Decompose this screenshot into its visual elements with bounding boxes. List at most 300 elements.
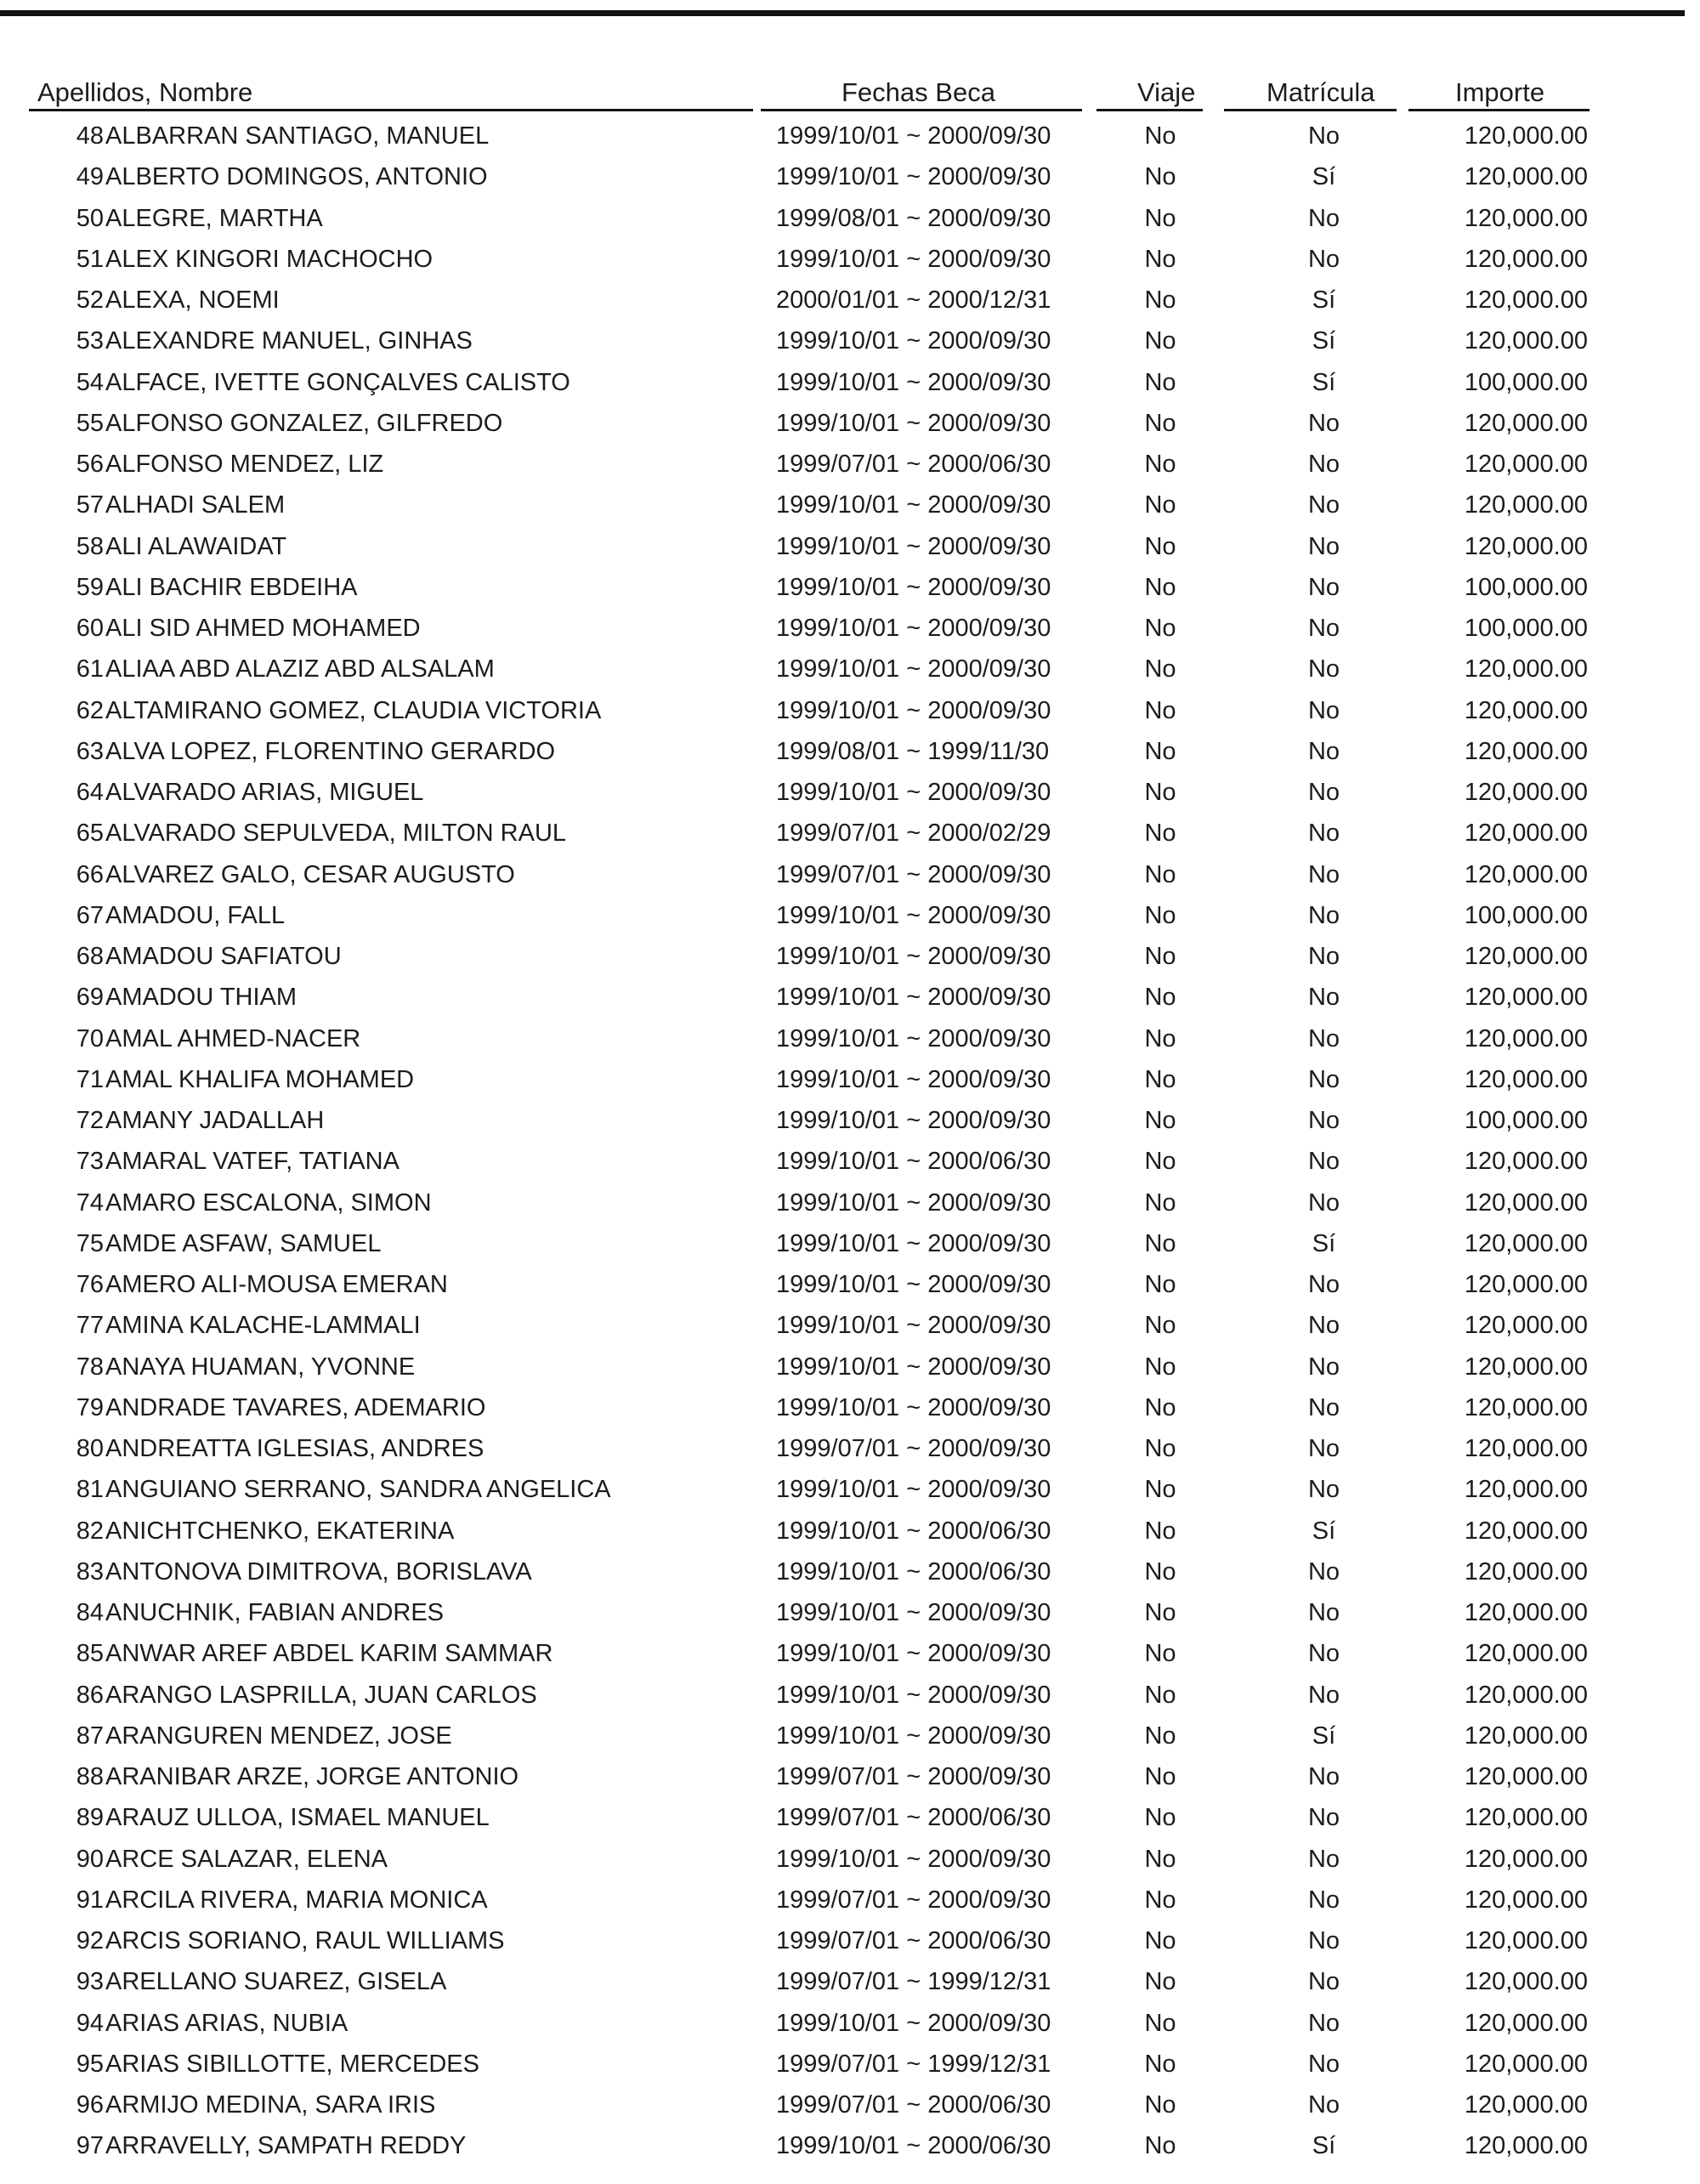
- importe-value: 120,000.00: [1464, 2132, 1588, 2160]
- importe-value: 120,000.00: [1464, 820, 1588, 848]
- importe-value: 120,000.00: [1464, 696, 1588, 724]
- scholarship-dates: 1999/07/01 ~ 2000/02/29: [776, 820, 1051, 848]
- recipient-name: AMARO ESCALONA, SIMON: [105, 1188, 432, 1217]
- row-number: 90: [76, 1845, 104, 1873]
- recipient-name: ARANGO LASPRILLA, JUAN CARLOS: [105, 1681, 537, 1709]
- importe-value: 120,000.00: [1464, 2091, 1588, 2119]
- scholarship-dates: 1999/10/01 ~ 2000/09/30: [776, 327, 1051, 355]
- table-row: [0, 938, 1700, 975]
- recipient-name: AMADOU, FALL: [105, 901, 286, 929]
- scholarship-dates: 1999/10/01 ~ 2000/06/30: [776, 2132, 1051, 2160]
- importe-value: 120,000.00: [1464, 122, 1588, 150]
- scholarship-dates: 1999/10/01 ~ 2000/09/30: [776, 368, 1051, 396]
- viaje-value: No: [1144, 1640, 1176, 1668]
- table-row: [0, 1430, 1700, 1467]
- scholarship-dates: 1999/10/01 ~ 2000/09/30: [776, 2009, 1051, 2037]
- table-row: [0, 1963, 1700, 2000]
- importe-value: 120,000.00: [1464, 1804, 1588, 1832]
- recipient-name: ARCE SALAZAR, ELENA: [105, 1845, 388, 1873]
- importe-value: 120,000.00: [1464, 1393, 1588, 1421]
- recipient-name: ALFONSO GONZALEZ, GILFREDO: [105, 409, 503, 437]
- matricula-value: No: [1307, 2050, 1340, 2078]
- row-number: 84: [76, 1599, 104, 1626]
- scholarship-dates: 1999/10/01 ~ 2000/09/30: [776, 409, 1051, 437]
- recipient-name: ARMIJO MEDINA, SARA IRIS: [105, 2091, 436, 2119]
- scholarship-dates: 1999/10/01 ~ 2000/09/30: [776, 1312, 1051, 1340]
- matricula-value: Sí: [1312, 163, 1336, 191]
- importe-value: 120,000.00: [1464, 1435, 1588, 1462]
- recipient-name: ANUCHNIK, FABIAN ANDRES: [105, 1599, 445, 1626]
- viaje-value: No: [1144, 1476, 1176, 1504]
- importe-value: 120,000.00: [1464, 1968, 1588, 1996]
- row-number: 51: [76, 245, 104, 273]
- scholarship-dates: 1999/07/01 ~ 1999/12/31: [776, 1968, 1051, 1996]
- recipient-name: ARANGUREN MENDEZ, JOSE: [105, 1722, 452, 1750]
- recipient-name: AMANY JADALLAH: [105, 1107, 325, 1134]
- recipient-name: ALVAREZ GALO, CESAR AUGUSTO: [105, 860, 515, 888]
- viaje-value: No: [1144, 1065, 1176, 1093]
- table-row: [0, 1758, 1700, 1795]
- viaje-value: No: [1144, 1188, 1176, 1217]
- row-number: 86: [76, 1681, 104, 1709]
- table-row: [0, 322, 1700, 360]
- viaje-value: No: [1144, 532, 1176, 560]
- recipient-name: ALVARADO SEPULVEDA, MILTON RAUL: [105, 820, 567, 848]
- header-underline-matricula: [1224, 109, 1397, 111]
- table-row: [0, 1635, 1700, 1672]
- recipient-name: AMADOU SAFIATOU: [105, 943, 342, 970]
- row-number: 95: [76, 2050, 104, 2078]
- recipient-name: ALEXANDRE MANUEL, GINHAS: [105, 327, 473, 355]
- scholarship-dates: 1999/07/01 ~ 2000/06/30: [776, 451, 1051, 478]
- table-row: [0, 1061, 1700, 1098]
- recipient-name: ALI BACHIR EBDEIHA: [105, 573, 358, 601]
- matricula-value: No: [1307, 1107, 1340, 1134]
- row-number: 87: [76, 1722, 104, 1750]
- matricula-value: No: [1307, 1065, 1340, 1093]
- scholarship-dates: 1999/10/01 ~ 2000/09/30: [776, 245, 1051, 273]
- row-number: 62: [76, 696, 104, 724]
- recipient-name: AMDE ASFAW, SAMUEL: [105, 1229, 382, 1257]
- matricula-value: No: [1307, 1927, 1340, 1954]
- viaje-value: No: [1144, 451, 1176, 478]
- matricula-value: No: [1307, 1640, 1340, 1668]
- recipient-name: ARAUZ ULLOA, ISMAEL MANUEL: [105, 1804, 490, 1832]
- importe-value: 120,000.00: [1464, 2009, 1588, 2037]
- table-row: [0, 1799, 1700, 1836]
- table-row: [0, 2045, 1700, 2083]
- scholarship-dates: 1999/10/01 ~ 2000/09/30: [776, 122, 1051, 150]
- viaje-value: No: [1144, 491, 1176, 519]
- row-number: 59: [76, 573, 104, 601]
- recipient-name: AMAL AHMED-NACER: [105, 1024, 361, 1052]
- table-row: [0, 897, 1700, 934]
- row-number: 78: [76, 1353, 104, 1381]
- importe-value: 120,000.00: [1464, 860, 1588, 888]
- recipient-name: ARIAS SIBILLOTTE, MERCEDES: [105, 2050, 479, 2078]
- table-row: [0, 1184, 1700, 1222]
- scholarship-dates: 1999/10/01 ~ 2000/09/30: [776, 1271, 1051, 1298]
- table-row: [0, 528, 1700, 565]
- scholarship-dates: 1999/07/01 ~ 2000/09/30: [776, 860, 1051, 888]
- scholarship-dates: 1999/10/01 ~ 2000/09/30: [776, 1845, 1051, 1873]
- importe-value: 120,000.00: [1464, 1599, 1588, 1626]
- row-number: 83: [76, 1557, 104, 1586]
- recipient-name: ALFONSO MENDEZ, LIZ: [105, 451, 384, 478]
- row-number: 60: [76, 615, 104, 642]
- importe-value: 120,000.00: [1464, 779, 1588, 806]
- importe-value: 120,000.00: [1464, 1557, 1588, 1586]
- matricula-value: No: [1307, 943, 1340, 970]
- viaje-value: No: [1144, 1312, 1176, 1340]
- recipient-name: ALFACE, IVETTE GONÇALVES CALISTO: [105, 368, 570, 396]
- viaje-value: No: [1144, 820, 1176, 848]
- viaje-value: No: [1144, 245, 1176, 273]
- scholarship-dates: 1999/08/01 ~ 1999/11/30: [776, 737, 1050, 765]
- matricula-value: Sí: [1312, 1722, 1336, 1750]
- matricula-value: No: [1307, 1476, 1340, 1504]
- scholarship-dates: 1999/10/01 ~ 2000/09/30: [776, 1024, 1051, 1052]
- importe-value: 100,000.00: [1464, 573, 1588, 601]
- header-matricula: Matrícula: [1266, 77, 1375, 107]
- recipient-name: ALIAA ABD ALAZIZ ABD ALSALAM: [105, 655, 495, 684]
- importe-value: 120,000.00: [1464, 2050, 1588, 2078]
- row-number: 58: [76, 532, 104, 560]
- recipient-name: ANICHTCHENKO, EKATERINA: [105, 1517, 455, 1545]
- viaje-value: No: [1144, 2009, 1176, 2037]
- table-row: [0, 814, 1700, 852]
- scholarship-dates: 1999/10/01 ~ 2000/09/30: [776, 779, 1051, 806]
- matricula-value: No: [1307, 1886, 1340, 1914]
- row-number: 70: [76, 1024, 104, 1052]
- row-number: 48: [76, 122, 104, 150]
- matricula-value: No: [1307, 1763, 1340, 1790]
- viaje-value: No: [1144, 163, 1176, 191]
- table-row: [0, 117, 1700, 155]
- scholarship-dates: 1999/10/01 ~ 2000/09/30: [776, 1681, 1051, 1709]
- row-number: 96: [76, 2091, 104, 2119]
- row-number: 82: [76, 1517, 104, 1545]
- table-row: [0, 2086, 1700, 2124]
- scholarship-dates: 1999/07/01 ~ 2000/06/30: [776, 1927, 1051, 1954]
- recipient-name: ALVA LOPEZ, FLORENTINO GERARDO: [105, 737, 556, 765]
- viaje-value: No: [1144, 1517, 1176, 1545]
- matricula-value: No: [1307, 1599, 1340, 1626]
- scholarship-dates: 1999/10/01 ~ 2000/09/30: [776, 1229, 1051, 1257]
- matricula-value: No: [1307, 737, 1340, 765]
- recipient-name: ALI SID AHMED MOHAMED: [105, 615, 421, 642]
- matricula-value: No: [1307, 1845, 1340, 1873]
- viaje-value: No: [1144, 860, 1176, 888]
- table-row: [0, 1348, 1700, 1386]
- scholarship-dates: 1999/10/01 ~ 2000/09/30: [776, 1065, 1051, 1093]
- recipient-name: ARCILA RIVERA, MARIA MONICA: [105, 1886, 488, 1914]
- header-underline-viaje: [1096, 109, 1203, 111]
- row-number: 76: [76, 1271, 104, 1298]
- row-number: 56: [76, 451, 104, 478]
- matricula-value: No: [1307, 245, 1340, 273]
- header-underline-name: [29, 109, 753, 111]
- row-number: 61: [76, 655, 104, 684]
- importe-value: 120,000.00: [1464, 1476, 1588, 1504]
- scholarship-dates: 1999/07/01 ~ 1999/12/31: [776, 2050, 1051, 2078]
- matricula-value: No: [1307, 1024, 1340, 1052]
- importe-value: 120,000.00: [1464, 1722, 1588, 1750]
- row-number: 57: [76, 491, 104, 519]
- row-number: 50: [76, 204, 104, 232]
- scholarship-dates: 1999/10/01 ~ 2000/09/30: [776, 1188, 1051, 1217]
- importe-value: 120,000.00: [1464, 204, 1588, 232]
- row-number: 75: [76, 1229, 104, 1257]
- row-number: 63: [76, 737, 104, 765]
- importe-value: 100,000.00: [1464, 1107, 1588, 1134]
- row-number: 88: [76, 1763, 104, 1790]
- row-number: 92: [76, 1927, 104, 1954]
- importe-value: 120,000.00: [1464, 1763, 1588, 1790]
- table-row: [0, 1594, 1700, 1631]
- table-row: [0, 1020, 1700, 1058]
- matricula-value: No: [1307, 491, 1340, 519]
- matricula-value: Sí: [1312, 327, 1336, 355]
- recipient-name: AMERO ALI-MOUSA EMERAN: [105, 1271, 448, 1298]
- importe-value: 120,000.00: [1464, 245, 1588, 273]
- row-number: 64: [76, 779, 104, 806]
- recipient-name: AMAL KHALIFA MOHAMED: [105, 1065, 415, 1093]
- matricula-value: No: [1307, 122, 1340, 150]
- table-row: [0, 405, 1700, 442]
- recipient-name: ARIAS ARIAS, NUBIA: [105, 2009, 348, 2037]
- recipient-name: AMARAL VATEF, TATIANA: [105, 1148, 400, 1176]
- matricula-value: No: [1307, 696, 1340, 724]
- viaje-value: No: [1144, 1681, 1176, 1709]
- importe-value: 100,000.00: [1464, 615, 1588, 642]
- viaje-value: No: [1144, 1024, 1176, 1052]
- matricula-value: No: [1307, 451, 1340, 478]
- table-row: [0, 364, 1700, 401]
- matricula-value: No: [1307, 204, 1340, 232]
- header-underline-importe: [1408, 109, 1590, 111]
- importe-value: 120,000.00: [1464, 1271, 1588, 1298]
- matricula-value: No: [1307, 1557, 1340, 1586]
- matricula-value: No: [1307, 860, 1340, 888]
- importe-value: 120,000.00: [1464, 1312, 1588, 1340]
- table-row: [0, 856, 1700, 893]
- viaje-value: No: [1144, 1886, 1176, 1914]
- scholarship-dates: 1999/10/01 ~ 2000/06/30: [776, 1557, 1051, 1586]
- importe-value: 120,000.00: [1464, 409, 1588, 437]
- viaje-value: No: [1144, 409, 1176, 437]
- header-name: Apellidos, Nombre: [37, 77, 253, 107]
- scholarship-dates: 1999/10/01 ~ 2000/09/30: [776, 1722, 1051, 1750]
- viaje-value: No: [1144, 1393, 1176, 1421]
- scholarship-dates: 1999/10/01 ~ 2000/09/30: [776, 943, 1051, 970]
- viaje-value: No: [1144, 1968, 1176, 1996]
- row-number: 68: [76, 943, 104, 970]
- recipient-name: ANDREATTA IGLESIAS, ANDRES: [105, 1435, 484, 1462]
- viaje-value: No: [1144, 1271, 1176, 1298]
- table-row: [0, 1102, 1700, 1139]
- row-number: 52: [76, 286, 104, 314]
- row-number: 53: [76, 327, 104, 355]
- viaje-value: No: [1144, 1927, 1176, 1954]
- scholarship-dates: 1999/10/01 ~ 2000/09/30: [776, 615, 1051, 642]
- scholarship-dates: 1999/10/01 ~ 2000/09/30: [776, 1393, 1051, 1421]
- scholarship-dates: 1999/07/01 ~ 2000/09/30: [776, 1886, 1051, 1914]
- recipient-name: ALHADI SALEM: [105, 491, 286, 519]
- recipient-name: ALI ALAWAIDAT: [105, 532, 287, 560]
- scholarship-dates: 1999/07/01 ~ 2000/09/30: [776, 1763, 1051, 1790]
- recipient-name: AMADOU THIAM: [105, 984, 298, 1012]
- scholarship-dates: 1999/10/01 ~ 2000/09/30: [776, 655, 1051, 684]
- row-number: 97: [76, 2132, 104, 2160]
- header-underline-dates: [761, 109, 1082, 111]
- viaje-value: No: [1144, 1557, 1176, 1586]
- scholarship-dates: 1999/10/01 ~ 2000/09/30: [776, 984, 1051, 1012]
- top-rule: [0, 10, 1685, 16]
- row-number: 85: [76, 1640, 104, 1668]
- importe-value: 120,000.00: [1464, 532, 1588, 560]
- viaje-value: No: [1144, 1804, 1176, 1832]
- viaje-value: No: [1144, 943, 1176, 970]
- table-row: [0, 733, 1700, 770]
- matricula-value: Sí: [1312, 286, 1336, 314]
- matricula-value: Sí: [1312, 368, 1336, 396]
- matricula-value: No: [1307, 1312, 1340, 1340]
- importe-value: 120,000.00: [1464, 451, 1588, 478]
- table-row: [0, 281, 1700, 319]
- matricula-value: No: [1307, 1188, 1340, 1217]
- viaje-value: No: [1144, 1722, 1176, 1750]
- scholarship-dates: 1999/07/01 ~ 2000/06/30: [776, 1804, 1051, 1832]
- importe-value: 120,000.00: [1464, 943, 1588, 970]
- matricula-value: No: [1307, 2009, 1340, 2037]
- table-row: [0, 1676, 1700, 1714]
- row-number: 73: [76, 1148, 104, 1176]
- table-row: [0, 1881, 1700, 1919]
- importe-value: 120,000.00: [1464, 1681, 1588, 1709]
- viaje-value: No: [1144, 615, 1176, 642]
- viaje-value: No: [1144, 2132, 1176, 2160]
- matricula-value: No: [1307, 1353, 1340, 1381]
- importe-value: 100,000.00: [1464, 368, 1588, 396]
- matricula-value: No: [1307, 1435, 1340, 1462]
- header-dates: Fechas Beca: [842, 77, 995, 107]
- viaje-value: No: [1144, 1107, 1176, 1134]
- viaje-value: No: [1144, 737, 1176, 765]
- matricula-value: No: [1307, 2091, 1340, 2119]
- scholarship-dates: 1999/10/01 ~ 2000/09/30: [776, 1640, 1051, 1668]
- row-number: 65: [76, 820, 104, 848]
- header-importe: Importe: [1455, 77, 1545, 107]
- scholarship-dates: 1999/10/01 ~ 2000/06/30: [776, 1148, 1051, 1176]
- table-row: [0, 1266, 1700, 1303]
- viaje-value: No: [1144, 655, 1176, 684]
- row-number: 79: [76, 1393, 104, 1421]
- viaje-value: No: [1144, 327, 1176, 355]
- row-number: 71: [76, 1065, 104, 1093]
- matricula-value: No: [1307, 1968, 1340, 1996]
- recipient-name: ALEX KINGORI MACHOCHO: [105, 245, 434, 273]
- importe-value: 120,000.00: [1464, 1229, 1588, 1257]
- importe-value: 120,000.00: [1464, 1188, 1588, 1217]
- viaje-value: No: [1144, 1845, 1176, 1873]
- importe-value: 120,000.00: [1464, 1024, 1588, 1052]
- table-row: [0, 979, 1700, 1016]
- row-number: 94: [76, 2009, 104, 2037]
- row-number: 91: [76, 1886, 104, 1914]
- importe-value: 120,000.00: [1464, 1517, 1588, 1545]
- matricula-value: No: [1307, 1393, 1340, 1421]
- table-row: [0, 774, 1700, 811]
- row-number: 89: [76, 1804, 104, 1832]
- importe-value: 120,000.00: [1464, 984, 1588, 1012]
- recipient-name: ARRAVELLY, SAMPATH REDDY: [105, 2132, 467, 2160]
- viaje-value: No: [1144, 1353, 1176, 1381]
- table-row: [0, 569, 1700, 606]
- table-row: [0, 2005, 1700, 2042]
- scholarship-dates: 1999/10/01 ~ 2000/09/30: [776, 1107, 1051, 1134]
- row-number: 93: [76, 1968, 104, 1996]
- table-row: [0, 1471, 1700, 1508]
- viaje-value: No: [1144, 1229, 1176, 1257]
- matricula-value: No: [1307, 779, 1340, 806]
- scholarship-dates: 1999/08/01 ~ 2000/09/30: [776, 204, 1051, 232]
- recipient-name: ANTONOVA DIMITROVA, BORISLAVA: [105, 1557, 532, 1586]
- matricula-value: No: [1307, 1681, 1340, 1709]
- table-row: [0, 1841, 1700, 1878]
- matricula-value: Sí: [1312, 1517, 1336, 1545]
- scholarship-dates: 1999/10/01 ~ 2000/06/30: [776, 1517, 1051, 1545]
- viaje-value: No: [1144, 779, 1176, 806]
- table-row: [0, 445, 1700, 483]
- scholarship-dates: 1999/07/01 ~ 2000/06/30: [776, 2091, 1051, 2119]
- scholarship-dates: 1999/10/01 ~ 2000/09/30: [776, 1353, 1051, 1381]
- scholarship-dates: 1999/10/01 ~ 2000/09/30: [776, 491, 1051, 519]
- recipient-name: ANDRADE TAVARES, ADEMARIO: [105, 1393, 486, 1421]
- row-number: 55: [76, 409, 104, 437]
- importe-value: 100,000.00: [1464, 901, 1588, 929]
- table-row: [0, 610, 1700, 647]
- importe-value: 120,000.00: [1464, 1845, 1588, 1873]
- recipient-name: ALEXA, NOEMI: [105, 286, 280, 314]
- matricula-value: No: [1307, 655, 1340, 684]
- viaje-value: No: [1144, 1148, 1176, 1176]
- viaje-value: No: [1144, 122, 1176, 150]
- viaje-value: No: [1144, 204, 1176, 232]
- matricula-value: Sí: [1312, 1229, 1336, 1257]
- viaje-value: No: [1144, 1599, 1176, 1626]
- table-row: [0, 2127, 1700, 2164]
- matricula-value: No: [1307, 615, 1340, 642]
- row-number: 72: [76, 1107, 104, 1134]
- viaje-value: No: [1144, 984, 1176, 1012]
- viaje-value: No: [1144, 368, 1176, 396]
- recipient-name: AMINA KALACHE-LAMMALI: [105, 1312, 421, 1340]
- importe-value: 120,000.00: [1464, 163, 1588, 191]
- recipient-name: ARANIBAR ARZE, JORGE ANTONIO: [105, 1763, 519, 1790]
- row-number: 80: [76, 1435, 104, 1462]
- matricula-value: No: [1307, 820, 1340, 848]
- importe-value: 120,000.00: [1464, 491, 1588, 519]
- importe-value: 120,000.00: [1464, 1927, 1588, 1954]
- row-number: 67: [76, 901, 104, 929]
- recipient-name: ANAYA HUAMAN, YVONNE: [105, 1353, 416, 1381]
- table-row: [0, 1225, 1700, 1262]
- scholarship-dates: 1999/10/01 ~ 2000/09/30: [776, 696, 1051, 724]
- row-number: 74: [76, 1188, 104, 1217]
- row-number: 81: [76, 1476, 104, 1504]
- importe-value: 120,000.00: [1464, 1640, 1588, 1668]
